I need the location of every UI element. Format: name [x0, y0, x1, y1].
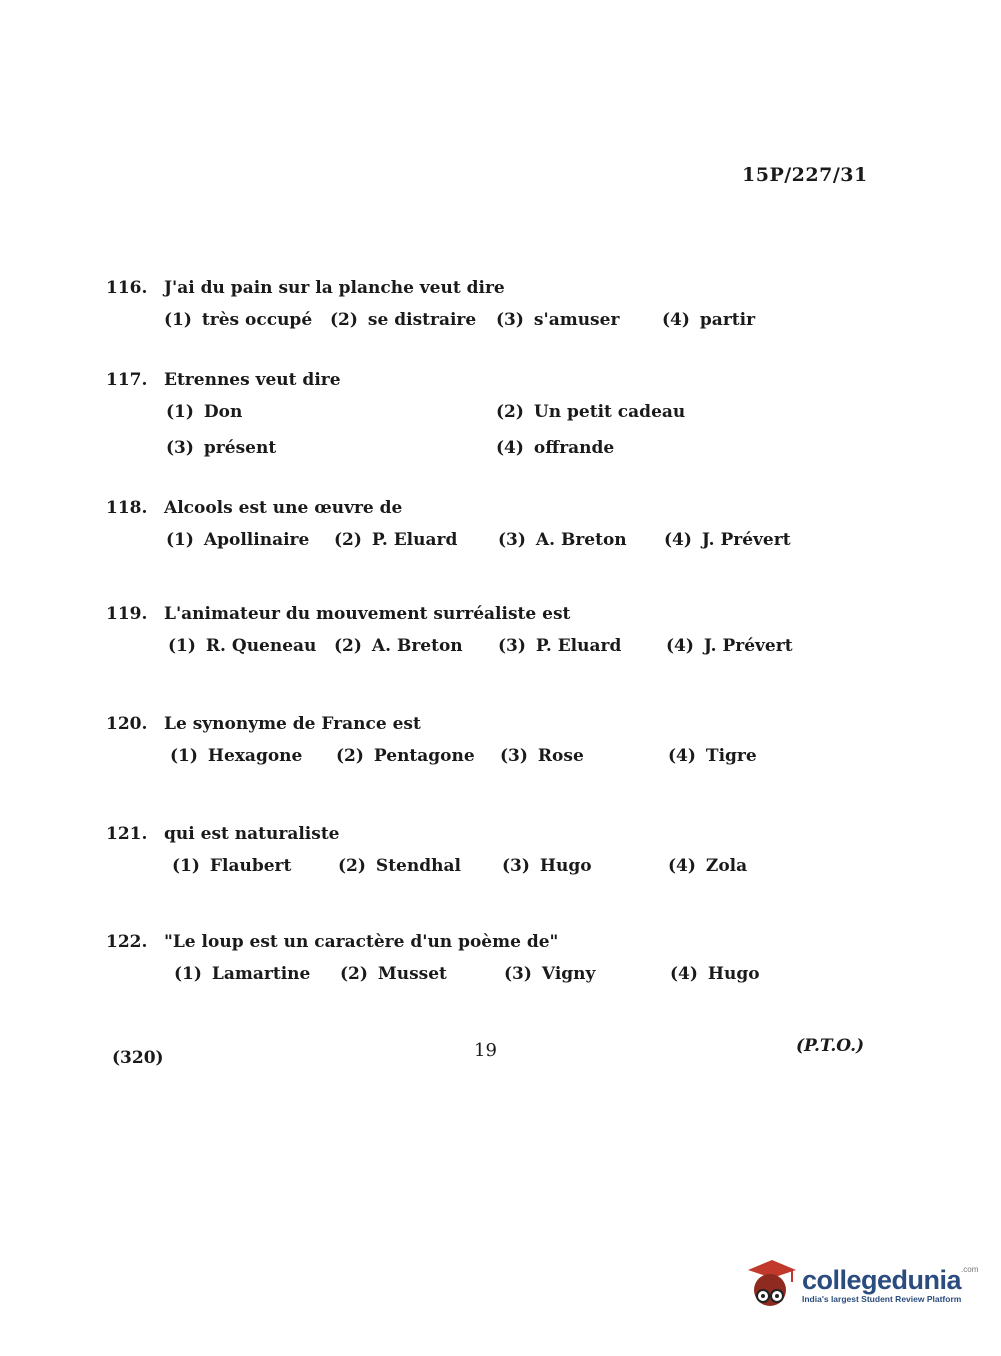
option-3: (3) Vigny	[504, 964, 596, 984]
options-row	[106, 856, 866, 886]
question-119	[106, 604, 866, 666]
options-row	[106, 310, 866, 340]
options-row	[106, 438, 866, 468]
question-text: Alcools est une œuvre de	[164, 498, 403, 518]
question-number: 119.	[106, 604, 148, 624]
question-number: 120.	[106, 714, 148, 734]
question-number: 118.	[106, 498, 148, 518]
option-4: (4) Zola	[668, 856, 748, 876]
option-3: (3) P. Eluard	[498, 636, 622, 656]
question-number: 117.	[106, 370, 148, 390]
question-text: J'ai du pain sur la planche veut dire	[164, 278, 505, 298]
option-1: (1) Hexagone	[170, 746, 303, 766]
question-number: 122.	[106, 932, 148, 952]
question-text: L'animateur du mouvement surréaliste est	[164, 604, 571, 624]
question-121	[106, 824, 866, 886]
option-4: (4) Hugo	[670, 964, 760, 984]
logo-name: collegedunia	[802, 1264, 962, 1295]
question-text: "Le loup est un caractère d'un poème de"	[164, 932, 559, 952]
option-2: (2) P. Eluard	[334, 530, 458, 550]
question-text: Le synonyme de France est	[164, 714, 421, 734]
option-2: (2) Musset	[340, 964, 447, 984]
option-2: (2) Un petit cadeau	[496, 402, 686, 422]
option-1: (1) très occupé	[164, 310, 313, 330]
page-number: 19	[474, 1040, 497, 1061]
option-3: (3) Hugo	[502, 856, 592, 876]
option-4: (4) partir	[662, 310, 756, 330]
options-row	[106, 402, 866, 432]
question-text: qui est naturaliste	[164, 824, 340, 844]
collegedunia-logo	[742, 1254, 979, 1314]
question-120	[106, 714, 866, 776]
option-3: (3) s'amuser	[496, 310, 620, 330]
option-1: (1) R. Queneau	[168, 636, 317, 656]
option-1: (1) Lamartine	[174, 964, 311, 984]
option-2: (2) se distraire	[330, 310, 477, 330]
option-2: (2) Pentagone	[336, 746, 475, 766]
option-4: (4) Tigre	[668, 746, 757, 766]
mascot-icon	[742, 1256, 798, 1312]
question-number: 116.	[106, 278, 148, 298]
question-116	[106, 278, 866, 340]
option-1: (1) Don	[166, 402, 243, 422]
logo-tagline: India's largest Student Review Platform	[802, 1293, 962, 1304]
option-1: (1) Apollinaire	[166, 530, 310, 550]
logo-suffix: .com	[961, 1264, 979, 1274]
option-3: (3) présent	[166, 438, 277, 458]
option-3: (3) Rose	[500, 746, 584, 766]
options-row	[106, 746, 866, 776]
option-1: (1) Flaubert	[172, 856, 292, 876]
option-2: (2) A. Breton	[334, 636, 463, 656]
question-number: 121.	[106, 824, 148, 844]
option-2: (2) Stendhal	[338, 856, 461, 876]
option-4: (4) J. Prévert	[666, 636, 793, 656]
option-4: (4) offrande	[496, 438, 615, 458]
booklet-code: (320)	[112, 1048, 164, 1068]
option-4: (4) J. Prévert	[664, 530, 791, 550]
paper-code: 15P/227/31	[742, 164, 868, 186]
question-118	[106, 498, 866, 560]
question-text: Etrennes veut dire	[164, 370, 341, 390]
options-row	[106, 530, 866, 560]
please-turn-over: (P.T.O.)	[796, 1036, 865, 1056]
options-row	[106, 636, 866, 666]
options-row	[106, 964, 866, 994]
question-117	[106, 370, 866, 468]
question-122	[106, 932, 866, 994]
option-3: (3) A. Breton	[498, 530, 627, 550]
